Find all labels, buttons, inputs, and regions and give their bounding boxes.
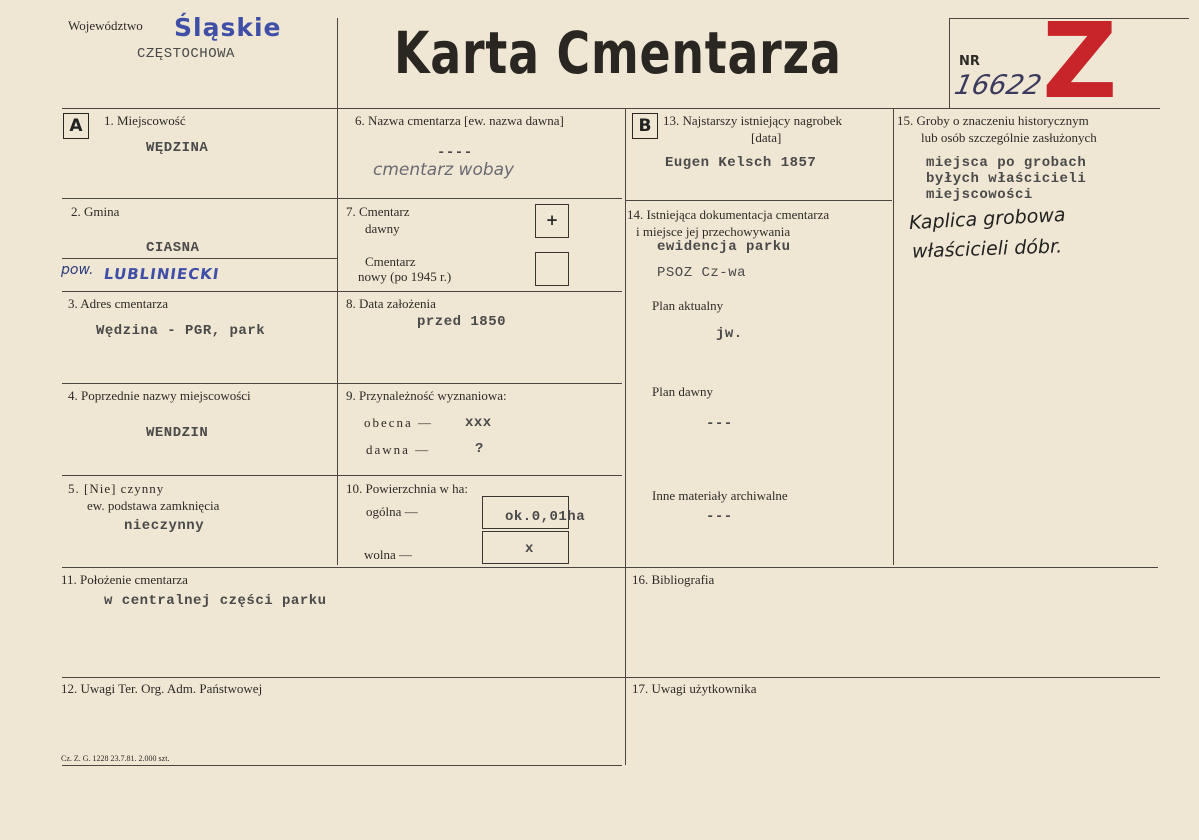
field-13-value: Eugen Kelsch 1857	[665, 155, 817, 171]
field-8-label: 8. Data założenia	[346, 296, 436, 311]
field-15-handwritten-2: właścicieli dóbr.	[911, 235, 1063, 263]
field-14-value-1: ewidencja parku	[657, 239, 791, 255]
field-1-value: WĘDZINA	[146, 140, 209, 156]
city-name: CZĘSTOCHOWA	[137, 46, 235, 62]
field-6-value: ----	[437, 145, 473, 161]
voivodeship-stamp: Śląskie	[174, 13, 282, 42]
field-3-value: Wędzina - PGR, park	[96, 323, 266, 339]
field-11-value: w centralnej części parku	[104, 593, 327, 609]
divider-row3	[62, 383, 622, 384]
field-16-label: 16. Bibliografia	[632, 572, 715, 587]
field-10-wolna-label: wolna —	[364, 547, 413, 562]
field-11-label: 11. Położenie cmentarza	[61, 572, 188, 587]
field-4-value: WENDZIN	[146, 425, 209, 441]
inne-materialy-label: Inne materiały archiwalne	[652, 488, 788, 503]
inne-materialy-value: ---	[706, 509, 733, 525]
nr-label: NR	[959, 54, 980, 69]
field-8-value: przed 1850	[417, 314, 507, 330]
field-7-dawny-checkbox[interactable]: +	[535, 204, 569, 238]
field-15-label: 15. Groby o znaczeniu historycznym	[897, 113, 1089, 128]
field-5-label: 5. [Nie] czynny	[68, 481, 165, 496]
divider-row4	[62, 475, 622, 476]
field-9-dawna-value: ?	[475, 441, 484, 457]
field-15-value-2: byłych właścicieli	[926, 171, 1087, 187]
powiat-prefix: pow.	[61, 262, 94, 278]
section-a-letter: A	[63, 113, 89, 139]
section-b-letter: B	[632, 113, 658, 139]
field-15-value-3: miejscowości	[926, 187, 1033, 203]
divider-top	[62, 108, 1160, 109]
nr-value: 16622	[951, 70, 1045, 101]
field-9-dawna-label: dawna —	[366, 442, 431, 457]
field-7-nowy-label: Cmentarz	[365, 254, 416, 269]
field-9-label: 9. Przynależność wyznaniowa:	[346, 388, 507, 403]
category-mark-z: Z	[1042, 0, 1118, 122]
divider-row5	[62, 567, 1158, 568]
divider-row2	[62, 291, 622, 292]
divider-gmina	[62, 258, 338, 259]
voivodeship-label: Województwo	[68, 18, 143, 33]
field-12-label: 12. Uwagi Ter. Org. Adm. Państwowej	[61, 681, 263, 696]
divider-col3	[893, 108, 894, 565]
field-13-label: 13. Najstarszy istniejący nagrobek	[663, 113, 843, 128]
field-1-label: 1. Miejscowość	[104, 113, 186, 128]
field-14-label: 14. Istniejąca dokumentacja cmentarza	[627, 207, 830, 222]
field-10-ogolna-label: ogólna —	[366, 504, 418, 519]
field-13-sublabel: [data]	[751, 130, 782, 145]
field-6-label: 6. Nazwa cmentarza [ew. nazwa dawna]	[355, 113, 564, 128]
field-5-value: nieczynny	[124, 518, 205, 534]
field-7-nowy-checkbox[interactable]	[535, 252, 569, 286]
field-6-handwritten: cmentarz wobay	[373, 160, 515, 180]
field-15-handwritten-1: Kaplica grobowa	[908, 203, 1067, 235]
field-14-sublabel: i miejsce jej przechowywania	[636, 224, 791, 239]
field-14-value-2: PSOZ Cz-wa	[657, 265, 747, 281]
field-7-nowy-sublabel: nowy (po 1945 r.)	[358, 269, 452, 284]
field-17-label: 17. Uwagi użytkownika	[632, 681, 757, 696]
divider-col2	[625, 108, 626, 765]
field-3-label: 3. Adres cmentarza	[68, 296, 168, 311]
field-10-ogolna-value: ok.0,01ha	[505, 509, 586, 525]
field-10-label: 10. Powierzchnia w ha:	[346, 481, 469, 496]
field-7-dawny-label: dawny	[365, 221, 400, 236]
divider-row1-b	[626, 200, 892, 201]
divider-row6	[62, 677, 1160, 678]
plan-dawny-value: ---	[706, 416, 733, 432]
plan-aktualny-value: jw.	[716, 326, 743, 342]
divider-bottom	[62, 765, 622, 766]
field-15-sublabel: lub osób szczególnie zasłużonych	[921, 130, 1097, 145]
field-9-obecna-label: obecna —	[364, 415, 434, 430]
plan-dawny-label: Plan dawny	[652, 384, 714, 399]
powiat-value: LUBLINIECKI	[102, 265, 221, 283]
divider-row1	[62, 198, 622, 199]
nr-box-left-border	[949, 18, 950, 108]
field-2-label: 2. Gmina	[71, 204, 120, 219]
field-7-label: 7. Cmentarz	[346, 204, 410, 219]
field-9-obecna-value: xxx	[465, 415, 492, 431]
field-4-label: 4. Poprzednie nazwy miejscowości	[68, 388, 251, 403]
field-10-wolna-value: x	[525, 541, 534, 557]
field-5-sublabel: ew. podstawa zamknięcia	[87, 498, 220, 513]
field-15-value-1: miejsca po grobach	[926, 155, 1087, 171]
field-2-value: CIASNA	[146, 240, 200, 256]
page-title: Karta Cmentarza	[394, 19, 842, 87]
print-info: Cz. Z. G. 1228 23.7.81. 2.000 szt.	[61, 754, 170, 763]
plan-aktualny-label: Plan aktualny	[652, 298, 724, 313]
